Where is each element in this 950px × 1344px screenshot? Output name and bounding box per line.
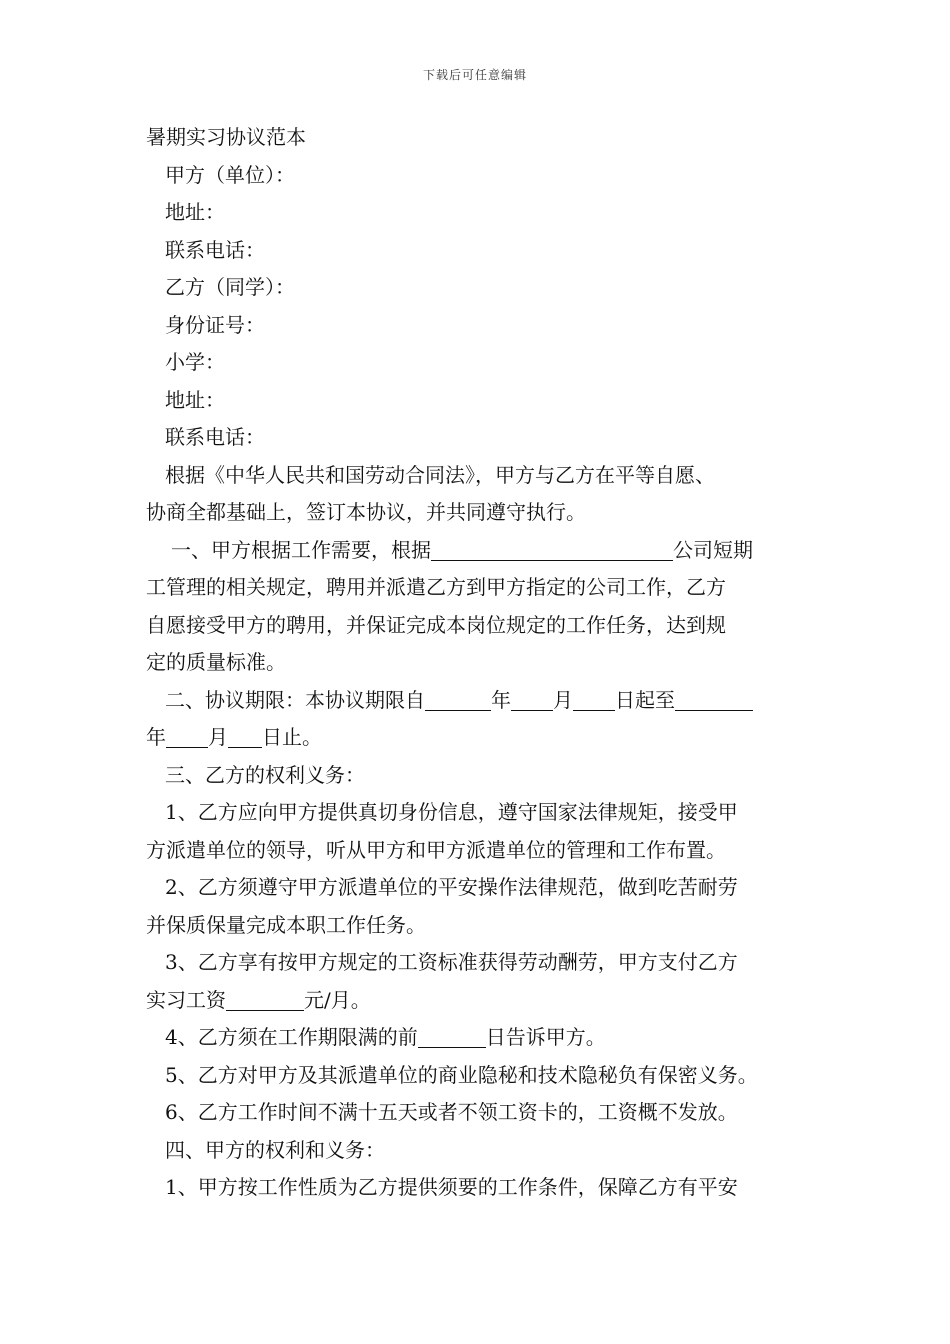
notice-prefix: 4、乙方须在工作期限满的前 xyxy=(165,1025,418,1049)
party-a-address-field: 地址： xyxy=(165,200,225,224)
wage-prefix: 实习工资 xyxy=(146,987,226,1012)
clause-2-year: 年 xyxy=(491,687,511,712)
party-a-phone-field: 联系电话： xyxy=(165,237,265,262)
clause-1-text-b: 公司短期 xyxy=(673,537,753,562)
wage-suffix: 元/月。 xyxy=(304,987,371,1012)
clause-3-item-2-line-1: 2、乙方须遵守甲方派遣单位的平安操作法律规范，做到吃苦耐劳 xyxy=(165,875,738,899)
end-day-blank xyxy=(228,725,262,748)
clause-2-day-from: 日起至 xyxy=(615,687,675,712)
clause-2-day-end: 日止。 xyxy=(262,725,322,749)
clause-1-line-2: 工管理的相关规定，聘用并派遣乙方到甲方指定的公司工作，乙方 xyxy=(146,575,726,599)
wage-amount-blank xyxy=(226,988,304,1011)
clause-2-prefix: 二、协议期限：本协议期限自 xyxy=(165,687,425,712)
notice-suffix: 日告诉甲方。 xyxy=(485,1025,606,1049)
party-a-unit-field: 甲方（单位）： xyxy=(165,162,295,187)
end-year-blank xyxy=(675,688,753,711)
clause-2-line-2 xyxy=(146,719,826,757)
clause-1-text-a: 一、甲方根据工作需要，根据 xyxy=(171,537,431,562)
agreement-document xyxy=(146,119,826,1207)
start-month-blank xyxy=(511,688,553,711)
clause-3-item-3-line-2 xyxy=(146,982,826,1020)
start-year-blank xyxy=(425,688,491,711)
party-b-id-field: 身份证号： xyxy=(165,312,265,337)
party-b-address-field: 地址： xyxy=(165,387,225,412)
clause-3-heading: 三、乙方的权利义务： xyxy=(165,762,365,787)
company-name-blank xyxy=(431,538,673,561)
clause-4-heading: 四、甲方的权利和义务： xyxy=(165,1137,385,1162)
party-b-student-field: 乙方（同学）： xyxy=(165,275,295,299)
end-month-blank xyxy=(166,725,208,748)
page-header-note: 下载后可任意编辑 xyxy=(422,68,527,82)
clause-2-line-1 xyxy=(146,682,826,720)
clause-3-item-1-line-2: 方派遣单位的领导，听从甲方和甲方派遣单位的管理和工作布置。 xyxy=(146,837,726,862)
clause-2-year2: 年 xyxy=(146,725,166,749)
start-day-blank xyxy=(573,688,615,711)
document-title: 暑期实习协议范本 xyxy=(146,125,306,149)
clause-1-line-3: 自愿接受甲方的聘用，并保证完成本岗位规定的工作任务，达到规 xyxy=(146,612,726,637)
clause-1-line-1 xyxy=(146,532,826,570)
clause-4-item-1-line-1: 1、甲方按工作性质为乙方提供须要的工作条件，保障乙方有平安 xyxy=(165,1175,738,1199)
clause-3-item-2-line-2: 并保质保量完成本职工作任务。 xyxy=(146,912,426,937)
intro-line-1: 根据《中华人民共和国劳动合同法》，甲方与乙方在平等自愿、 xyxy=(165,462,715,487)
clause-3-item-5: 5、乙方对甲方及其派遣单位的商业隐秘和技术隐秘负有保密义务。 xyxy=(165,1062,758,1087)
intro-line-2: 协商全都基础上，签订本协议，并共同遵守执行。 xyxy=(146,500,586,524)
clause-1-line-4: 定的质量标准。 xyxy=(146,650,286,674)
clause-2-month: 月 xyxy=(553,687,573,712)
clause-3-item-4 xyxy=(146,1019,826,1057)
notice-days-blank xyxy=(418,1025,486,1048)
party-b-phone-field: 联系电话： xyxy=(165,425,265,449)
clause-3-item-3-line-1: 3、乙方享有按甲方规定的工资标准获得劳动酬劳，甲方支付乙方 xyxy=(165,950,738,974)
clause-3-item-6: 6、乙方工作时间不满十五天或者不领工资卡的，工资概不发放。 xyxy=(165,1100,738,1124)
clause-3-item-1-line-1: 1、乙方应向甲方提供真切身份信息，遵守国家法律规矩，接受甲 xyxy=(165,800,738,824)
party-b-school-field: 小学： xyxy=(165,350,225,374)
clause-2-month2: 月 xyxy=(208,725,228,749)
